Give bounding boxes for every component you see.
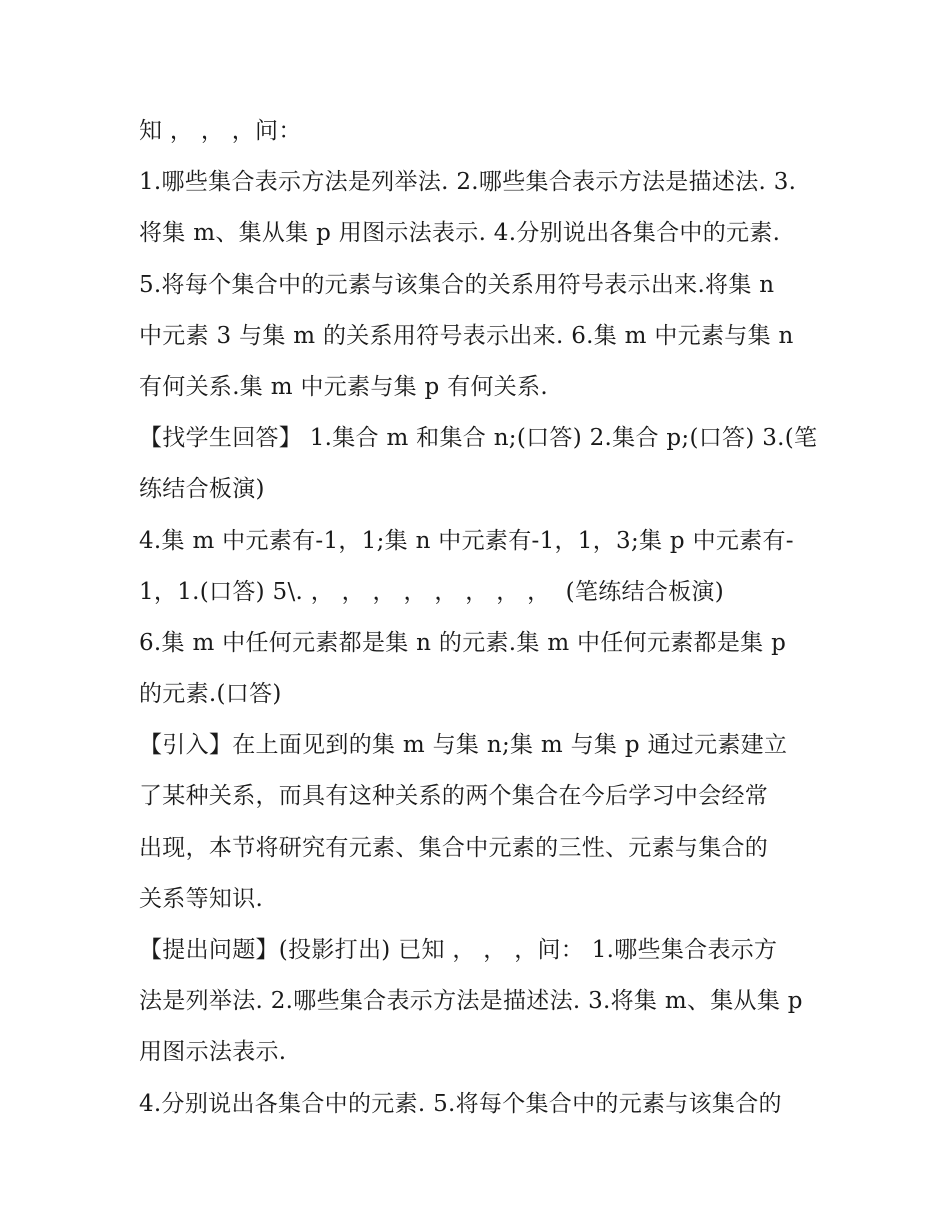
text-line: 4.集 m 中元素有-1，1;集 n 中元素有-1，1，3;集 p 中元素有- <box>139 527 794 554</box>
text-line: 1，1.(口答) 5\. ， ， ， ， ， ， ， ， (笔练结合板演) <box>139 578 724 605</box>
text-line: 的元素.(口答) <box>139 681 282 708</box>
text-line: 【提出问题】(投影打出) 已知 ， ， ，问： 1.哪些集合表示方 <box>139 937 778 963</box>
text-line: 有何关系.集 m 中元素与集 p 有何关系. <box>139 373 548 400</box>
text-line: 【引入】在上面见到的集 m 与集 n;集 m 与集 p 通过元素建立 <box>139 732 788 759</box>
text-line: 了某种关系，而具有这种关系的两个集合在今后学习中会经常 <box>139 783 769 810</box>
text-line: 用图示法表示. <box>139 1039 287 1066</box>
text-line: 关系等知识. <box>139 885 264 912</box>
text-line: 6.集 m 中任何元素都是集 n 的元素.集 m 中任何元素都是集 p <box>139 629 787 656</box>
text-line: 5.将每个集合中的元素与该集合的关系用符号表示出来.将集 n <box>139 271 775 298</box>
text-line: 【找学生回答】 1.集合 m 和集合 n;(口答) 2.集合 p;(口答) 3.(笔 <box>139 425 818 452</box>
text-line: 4.分别说出各集合中的元素. 5.将每个集合中的元素与该集合的 <box>139 1090 782 1117</box>
text-line: 知 ， ， ，问： <box>139 118 302 144</box>
text-line: 法是列举法. 2.哪些集合表示方法是描述法. 3.将集 m、集从集 p <box>139 988 803 1015</box>
text-line: 1.哪些集合表示方法是列举法. 2.哪些集合表示方法是描述法. 3. <box>139 169 797 196</box>
text-line: 练结合板演) <box>139 476 265 503</box>
text-line: 中元素 3 与集 m 的关系用符号表示出来. 6.集 m 中元素与集 n <box>139 322 794 349</box>
text-line: 出现，本节将研究有元素、集合中元素的三性、元素与集合的 <box>139 834 769 861</box>
text-line: 将集 m、集从集 p 用图示法表示. 4.分别说出各集合中的元素. <box>139 220 781 247</box>
document-body <box>139 106 818 1130</box>
